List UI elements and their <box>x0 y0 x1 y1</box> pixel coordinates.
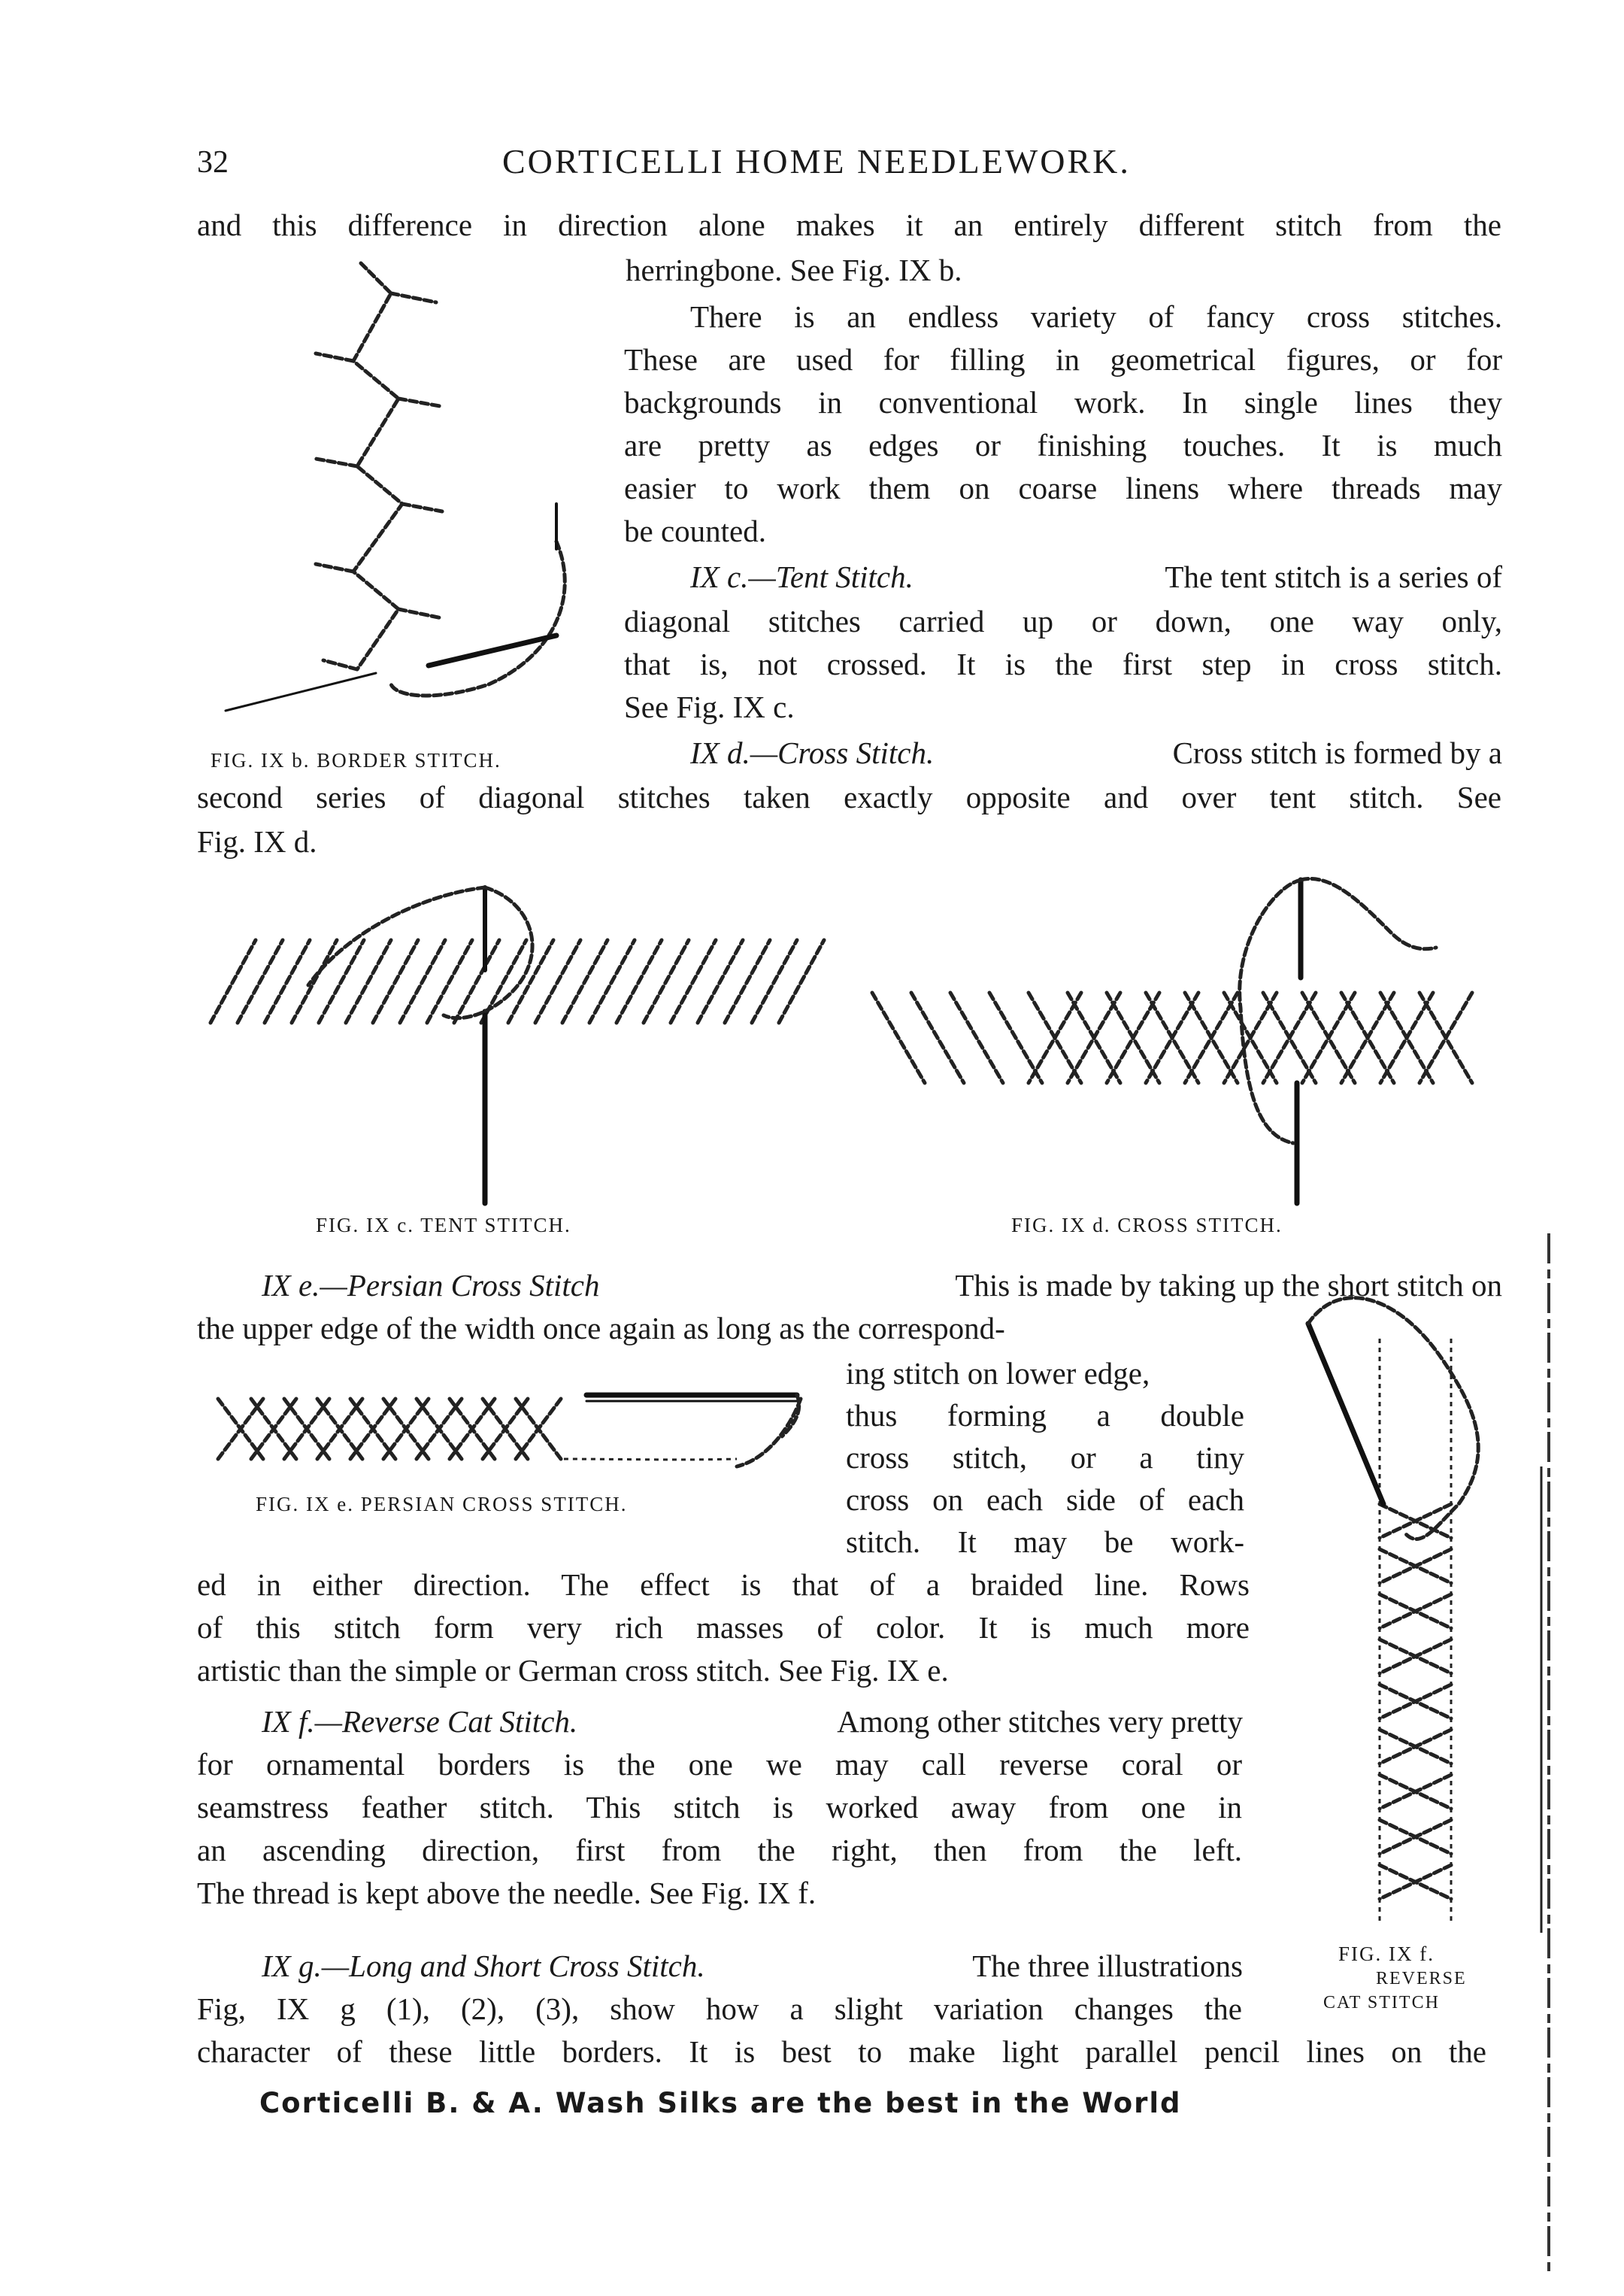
tent-stitch-mark <box>211 940 256 1023</box>
fancy-line-2: These are used for filling in geometrical figures, or for <box>624 342 1502 377</box>
tent-stitch-mark <box>292 940 337 1023</box>
intro-line-1: and this difference in direction alone makes it an entirely different stitch from the <box>197 208 1501 242</box>
tent-line-1 <box>690 555 1502 599</box>
tent-stitch-mark <box>238 940 283 1023</box>
tent-heading: IX c.—Tent Stitch. <box>690 560 914 594</box>
reverse-line-3: seamstress feather stitch. This stitch is worked away from one in <box>197 1790 1242 1824</box>
persian-line-7: stitch. It may be work- <box>846 1524 1244 1559</box>
persian-line-10: artistic than the simple or German cross stitch. See Fig. IX e. <box>197 1653 949 1688</box>
cross-stitch-mark <box>911 993 964 1083</box>
longshort-line-1 <box>262 1944 1243 1988</box>
tent-stitch-mark <box>400 940 445 1023</box>
fancy-line-5: easier to work them on coarse linens where threads may <box>624 471 1502 505</box>
reverse-line-1 <box>262 1700 1243 1744</box>
reverse-line-5: The thread is kept above the needle. See Fig. IX f. <box>197 1876 817 1910</box>
tent-stitch-mark <box>346 940 391 1023</box>
tent-stitch-mark <box>589 940 635 1023</box>
cross-line-1-text: Cross stitch is formed by a <box>1172 736 1502 770</box>
tent-line-1-text: The tent stitch is a series of <box>1165 560 1502 594</box>
margin-bleed-marks <box>1534 1233 1616 2286</box>
longshort-line-1-text: The three illustrations <box>972 1949 1243 1983</box>
cross-line-1 <box>690 731 1502 775</box>
tent-stitch-mark <box>535 940 580 1023</box>
persian-heading: IX e.—Persian Cross Stitch <box>262 1268 600 1303</box>
cross-stitch-illustration <box>865 857 1481 1218</box>
tent-stitch-mark <box>617 940 662 1023</box>
reverse-line-1-text: Among other stitches very pretty <box>837 1704 1243 1739</box>
caption-persian-stitch: FIG. IX e. PERSIAN CROSS STITCH. <box>256 1493 628 1515</box>
cross-stitch-mark <box>872 993 925 1083</box>
tent-stitch-mark <box>373 940 418 1023</box>
tent-stitch-mark <box>698 940 743 1023</box>
fancy-line-4: are pretty as edges or finishing touches. It is much <box>624 428 1502 463</box>
longshort-heading: IX g.—Long and Short Cross Stitch. <box>262 1949 705 1983</box>
tent-line-4: See Fig. IX c. <box>624 690 795 724</box>
persian-line-6: cross on each side of each <box>846 1482 1244 1517</box>
cross-line-3: Fig. IX d. <box>197 824 317 859</box>
persian-line-3: ing stitch on lower edge, <box>846 1356 1150 1391</box>
running-title: CORTICELLI HOME NEEDLEWORK. <box>502 142 1131 180</box>
tent-stitch-illustration <box>195 872 827 1218</box>
persian-line-8: ed in either direction. The effect is that of a braided line. Rows <box>197 1567 1250 1602</box>
intro-line-2: herringbone. See Fig. IX b. <box>626 253 962 287</box>
tent-line-3: that is, not crossed. It is the first step in cross stitch. <box>624 647 1502 681</box>
caption-cross-stitch: FIG. IX d. CROSS STITCH. <box>1011 1214 1283 1236</box>
caption-tent-stitch: FIG. IX c. TENT STITCH. <box>316 1214 571 1236</box>
caption-reverse-3: CAT STITCH <box>1323 1993 1440 2012</box>
tent-stitch-mark <box>644 940 689 1023</box>
longshort-line-2: Fig, IX g (1), (2), (3), show how a slight variation changes the <box>197 1991 1242 2026</box>
tent-stitch-mark <box>671 940 716 1023</box>
reverse-cat-stitch-illustration <box>1271 1278 1556 1933</box>
cross-stitch-mark <box>989 993 1042 1083</box>
tent-stitch-mark <box>427 940 472 1023</box>
page-number: 32 <box>197 145 229 180</box>
tent-stitch-mark <box>752 940 797 1023</box>
tent-stitch-mark <box>454 940 499 1023</box>
tent-line-2: diagonal stitches carried up or down, one way only, <box>624 604 1502 638</box>
border-stitch-illustration <box>203 248 609 729</box>
tent-stitch-mark <box>779 940 824 1023</box>
cross-heading: IX d.—Cross Stitch. <box>690 736 935 770</box>
caption-reverse-1: FIG. IX f. <box>1338 1943 1435 1965</box>
tent-stitch-mark <box>725 940 770 1023</box>
cross-line-2: second series of diagonal stitches taken exactly opposite and over tent stitch. See <box>197 780 1501 814</box>
fancy-line-3: backgrounds in conventional work. In single lines they <box>624 385 1502 420</box>
persian-cross-stitch-illustration <box>211 1376 827 1489</box>
cross-stitch-mark <box>950 993 1003 1083</box>
persian-line-1-text: This is made by taking up the short stitch on <box>955 1268 1502 1303</box>
reverse-heading: IX f.—Reverse Cat Stitch. <box>262 1704 578 1739</box>
persian-line-2: the upper edge of the width once again as long as the correspond- <box>197 1311 1005 1345</box>
caption-reverse-2: REVERSE <box>1376 1969 1467 1988</box>
persian-line-4: thus forming a double <box>846 1398 1244 1433</box>
reverse-line-2: for ornamental borders is the one we may call reverse coral or <box>197 1747 1242 1782</box>
tent-stitch-mark <box>265 940 310 1023</box>
caption-border-stitch: FIG. IX b. BORDER STITCH. <box>211 749 501 772</box>
fancy-line-6: be counted. <box>624 514 766 548</box>
reverse-line-4: an ascending direction, first from the right, then from the left. <box>197 1833 1242 1867</box>
footer-advertisement: Corticelli B. & A. Wash Silks are the best in the World <box>259 2087 1182 2119</box>
fancy-line-1: There is an endless variety of fancy cross stitches. <box>690 299 1502 334</box>
longshort-line-3: character of these little borders. It is best to make light parallel pencil lines on the <box>197 2034 1486 2069</box>
tent-stitch-mark <box>562 940 607 1023</box>
persian-line-9: of this stitch form very rich masses of color. It is much more <box>197 1610 1250 1645</box>
persian-line-5: cross stitch, or a tiny <box>846 1440 1244 1475</box>
tent-stitch-mark <box>319 940 364 1023</box>
